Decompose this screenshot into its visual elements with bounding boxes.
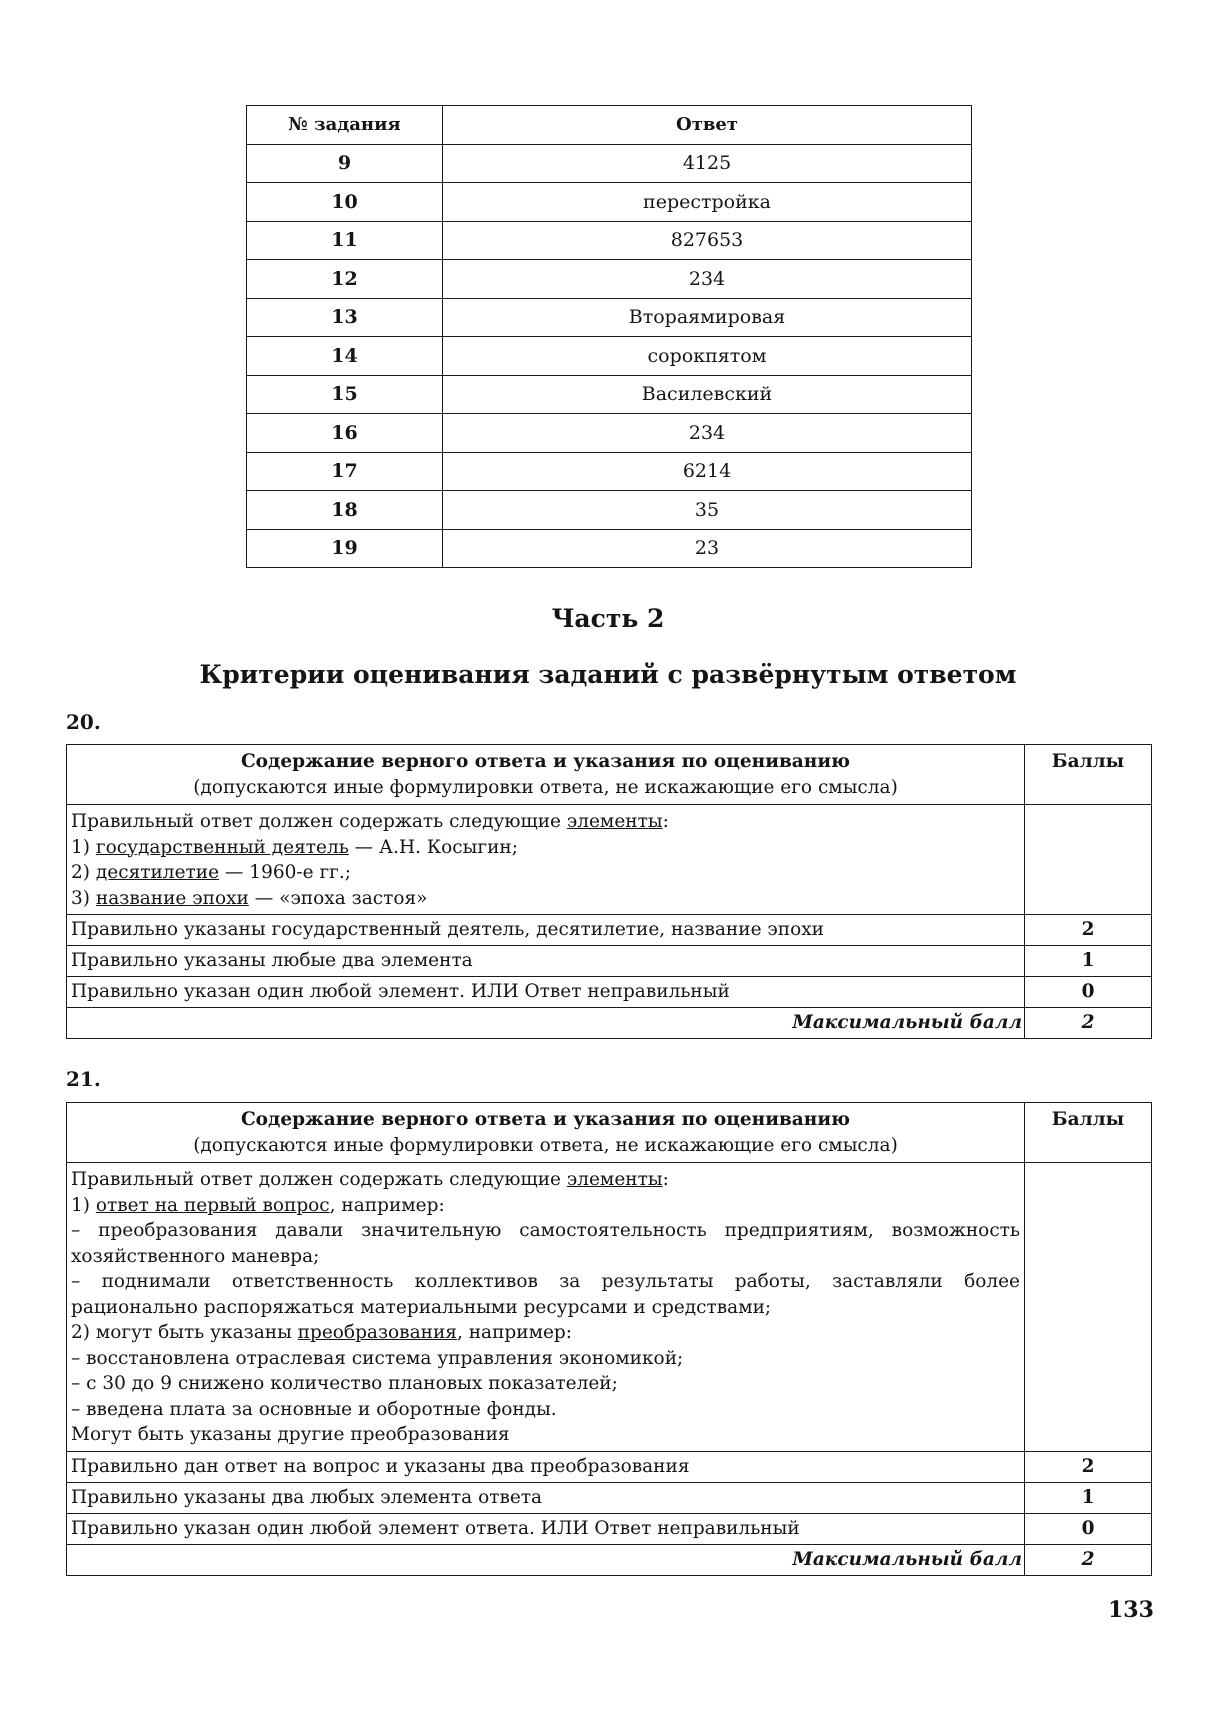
task-answer: перестройка <box>443 183 972 222</box>
part1-prefix: 1) <box>71 1194 96 1216</box>
answer-elements-row <box>67 1163 1152 1452</box>
part2-prefix: 2) могут быть указаны <box>71 1322 298 1343</box>
item-underlined: государственный деятель <box>95 836 349 858</box>
closing-note: Могут быть указаны другие преобразования <box>71 1424 510 1445</box>
element-item <box>71 835 1020 861</box>
item-prefix: 2) <box>71 862 96 883</box>
question-21-number: 21. <box>66 1067 101 1091</box>
part2-underlined: преобразования <box>297 1322 457 1343</box>
task-answer: 6214 <box>443 452 972 491</box>
table-row <box>247 183 972 222</box>
table-row <box>247 298 972 337</box>
part2-suffix: , например: <box>456 1322 572 1343</box>
scoring-text: Правильно указан один любой элемент ответа. ИЛИ Ответ неправильный <box>67 1513 1025 1544</box>
content-header-title: Содержание верного ответа и указания по оцениванию <box>240 751 851 772</box>
content-header-subtitle: (допускаются иные формулировки ответа, не искажающие его смысла) <box>193 776 898 798</box>
intro-underlined: элементы <box>566 1169 663 1190</box>
elements-intro <box>71 1167 1020 1193</box>
max-score-value: 2 <box>1025 1008 1152 1039</box>
item-text: — 1960-е гг.; <box>219 862 351 883</box>
table-row <box>247 375 972 414</box>
item-prefix: 1) <box>71 836 96 858</box>
table-row <box>247 491 972 530</box>
question-20-criteria-table <box>66 744 1152 1039</box>
scoring-points: 2 <box>1025 1451 1152 1482</box>
task-answer: 234 <box>443 260 972 299</box>
task-answer: 23 <box>443 529 972 568</box>
intro-suffix: : <box>662 1169 669 1190</box>
column-header-answer: Ответ <box>443 106 972 145</box>
scoring-row <box>67 977 1152 1008</box>
element-item <box>71 860 1020 886</box>
item-prefix: 3) <box>71 887 96 909</box>
task-answer: 35 <box>443 491 972 530</box>
part1-heading <box>71 1193 1020 1219</box>
task-number: 16 <box>247 414 443 453</box>
column-header-task-number: № задания <box>247 106 443 145</box>
answers-header-row <box>247 106 972 145</box>
intro-text: Правильный ответ должен содержать следующие <box>71 1169 567 1190</box>
table-row <box>247 452 972 491</box>
list-item: – восстановлена отраслевая система управления экономикой; <box>71 1347 684 1369</box>
element-item <box>71 886 1020 912</box>
scoring-row <box>67 1482 1152 1513</box>
scoring-row <box>67 1513 1152 1544</box>
scoring-row <box>67 946 1152 977</box>
criteria-title: Критерии оценивания заданий с развёрнутым ответом <box>199 660 1017 689</box>
intro-suffix: : <box>662 811 669 832</box>
scoring-points: 0 <box>1025 1513 1152 1544</box>
scoring-row <box>67 915 1152 946</box>
list-item: – поднимали ответственность коллективов за результаты работы, заставляли более рационально распоряжаться материальными ресурсами и средствами; <box>71 1271 1020 1318</box>
task-number: 18 <box>247 491 443 530</box>
task-number: 14 <box>247 337 443 376</box>
intro-underlined: элементы <box>566 811 663 832</box>
task-number: 15 <box>247 375 443 414</box>
table-row <box>247 337 972 376</box>
scoring-text: Правильно указан один любой элемент. ИЛИ Ответ неправильный <box>67 977 1025 1008</box>
task-number: 13 <box>247 298 443 337</box>
part-title: Часть 2 <box>551 604 665 633</box>
page-number: 133 <box>1108 1597 1154 1623</box>
answer-elements-row <box>67 805 1152 915</box>
task-number: 9 <box>247 144 443 183</box>
criteria-header-row <box>67 1103 1152 1163</box>
elements-intro <box>71 809 1020 835</box>
max-score-value: 2 <box>1025 1544 1152 1575</box>
item-text: — А.Н. Косыгин; <box>348 836 518 858</box>
table-row <box>247 221 972 260</box>
list-item: – с 30 до 9 снижено количество плановых показателей; <box>71 1373 618 1394</box>
empty-points-cell <box>1025 1163 1152 1452</box>
question-20-number: 20. <box>66 710 101 734</box>
scoring-points: 2 <box>1025 915 1152 946</box>
empty-points-cell <box>1025 805 1152 915</box>
answers-table <box>246 105 972 568</box>
max-score-label: Максимальный балл <box>67 1544 1025 1575</box>
task-answer: 234 <box>443 414 972 453</box>
task-number: 11 <box>247 221 443 260</box>
scoring-points: 1 <box>1025 1482 1152 1513</box>
task-answer: Василевский <box>443 375 972 414</box>
max-score-row <box>67 1544 1152 1575</box>
part1-underlined: ответ на первый вопрос <box>95 1194 330 1216</box>
content-header-title: Содержание верного ответа и указания по оцениванию <box>240 1109 851 1130</box>
scoring-text: Правильно дан ответ на вопрос и указаны два преобразования <box>67 1451 1025 1482</box>
scoring-row <box>67 1451 1152 1482</box>
item-text: — «эпоха застоя» <box>248 887 428 909</box>
scoring-points: 1 <box>1025 946 1152 977</box>
task-answer: 4125 <box>443 144 972 183</box>
table-row <box>247 414 972 453</box>
list-item: – введена плата за основные и оборотные фонды. <box>71 1398 557 1420</box>
content-column-header <box>67 1103 1025 1163</box>
table-row <box>247 260 972 299</box>
points-column-header: Баллы <box>1025 1103 1152 1163</box>
scoring-points: 0 <box>1025 977 1152 1008</box>
item-underlined: десятилетие <box>95 862 220 883</box>
part1-suffix: , например: <box>329 1194 445 1216</box>
part2-heading <box>71 1320 1020 1346</box>
question-21-criteria-table <box>66 1102 1152 1576</box>
task-number: 17 <box>247 452 443 491</box>
task-answer: 827653 <box>443 221 972 260</box>
scoring-text: Правильно указаны два любых элемента ответа <box>67 1482 1025 1513</box>
intro-text: Правильный ответ должен содержать следующие <box>71 811 567 832</box>
task-number: 10 <box>247 183 443 222</box>
points-column-header: Баллы <box>1025 745 1152 805</box>
max-score-label: Максимальный балл <box>67 1008 1025 1039</box>
scoring-text: Правильно указаны любые два элемента <box>67 946 1025 977</box>
answer-elements <box>67 1163 1025 1452</box>
scoring-text: Правильно указаны государственный деятель, десятилетие, название эпохи <box>67 915 1025 946</box>
max-score-row <box>67 1008 1152 1039</box>
item-underlined: название эпохи <box>95 887 249 909</box>
list-item: – преобразования давали значительную самостоятельность предприятиям, возможность хозяйственного маневра; <box>71 1220 1020 1267</box>
task-answer: Втораямировая <box>443 298 972 337</box>
table-row <box>247 529 972 568</box>
table-row <box>247 144 972 183</box>
answer-elements <box>67 805 1025 915</box>
task-number: 19 <box>247 529 443 568</box>
criteria-header-row <box>67 745 1152 805</box>
content-column-header <box>67 745 1025 805</box>
task-number: 12 <box>247 260 443 299</box>
task-answer: сорокпятом <box>443 337 972 376</box>
content-header-subtitle: (допускаются иные формулировки ответа, не искажающие его смысла) <box>193 1134 898 1156</box>
